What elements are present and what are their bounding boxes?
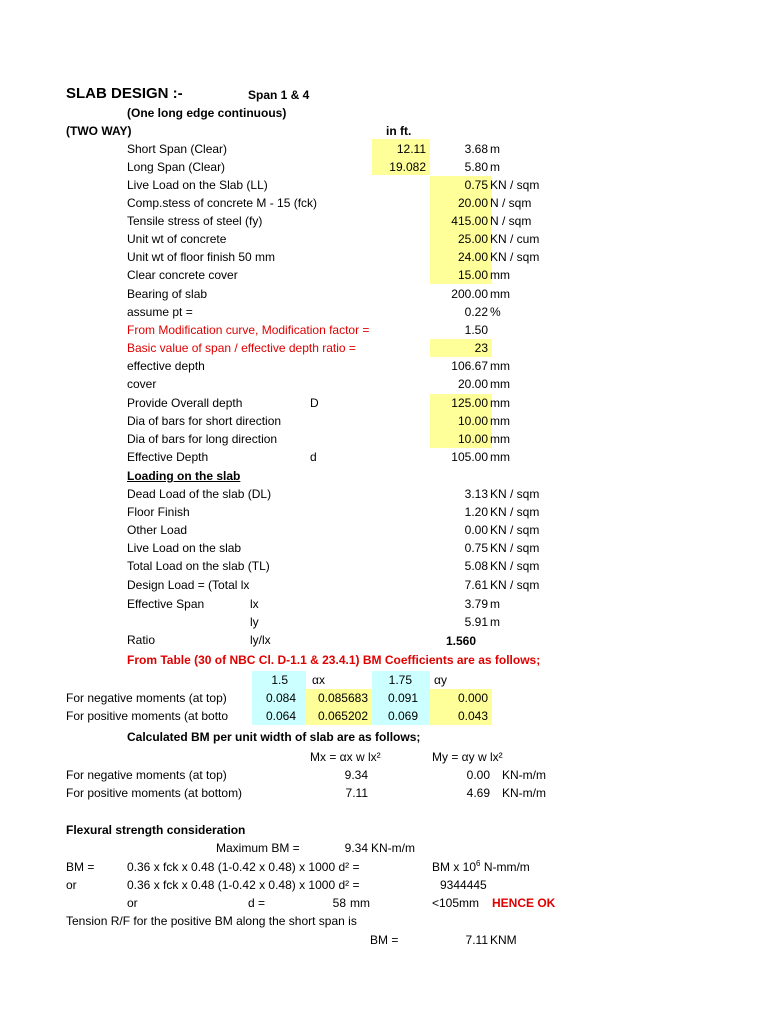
coef-cell: 0.084 [265, 691, 296, 705]
coef-h3: 1.75 [388, 673, 412, 687]
input-value: 0.75 [464, 178, 488, 192]
bm-pos-my: 4.69 [466, 786, 490, 800]
bm-neg-my: 0.00 [466, 768, 490, 782]
input-label: Effective Depth [127, 450, 209, 464]
page-title: SLAB DESIGN :- [66, 85, 183, 102]
input-label: Long Span (Clear) [127, 160, 226, 174]
ly-unit: m [490, 615, 500, 629]
input-value: 5.80 [464, 160, 488, 174]
input-label: Provide Overall depth [127, 396, 243, 410]
ratio-symbol: ly/lx [250, 633, 271, 647]
input-value: 20.00 [457, 196, 488, 210]
bm-unit-base: BM x 10 [432, 860, 477, 874]
ratio-label: Ratio [127, 633, 156, 647]
input-label: Short Span (Clear) [127, 142, 228, 156]
coef-cell: 0.000 [457, 691, 488, 705]
lx-value: 3.79 [464, 597, 488, 611]
load-unit: KN / sqm [490, 523, 540, 537]
input-label: Comp.stess of concrete M - 15 (fck) [127, 196, 318, 210]
input-value: 24.00 [457, 250, 488, 264]
load-unit: KN / sqm [490, 541, 540, 555]
or-label: or [66, 878, 77, 892]
d-value: 58 [332, 896, 346, 910]
load-label: Design Load = (Total lx [127, 578, 250, 592]
input-unit: m [490, 142, 500, 156]
ratio-value: 1.560 [445, 634, 476, 648]
in-ft-header: in ft. [386, 124, 412, 138]
input-unit: mm [490, 287, 510, 301]
coef-pos-label: For positive moments (at botto [66, 709, 229, 723]
max-bm-label: Maximum BM = [216, 841, 300, 855]
input-value: 0.22 [464, 305, 488, 319]
input-unit: mm [490, 432, 510, 446]
ly-symbol: ly [250, 615, 259, 629]
hence-ok: HENCE OK [492, 896, 556, 910]
load-value: 0.00 [464, 523, 488, 537]
load-label: Floor Finish [127, 505, 190, 519]
tension-text: Tension R/F for the positive BM along the short span is [66, 914, 357, 928]
input-unit: mm [490, 268, 510, 282]
table-reference: From Table (30 of NBC Cl. D-1.1 & 23.4.1) BM Coefficients are as follows; [127, 653, 541, 667]
ly-value: 5.91 [464, 615, 488, 629]
bm-unit-exp: 6 [476, 859, 481, 868]
input-value: 23 [474, 341, 488, 355]
bm-formula-2: 0.36 x fck x 0.48 (1-0.42 x 0.48) x 1000 d² = [127, 878, 360, 892]
input-unit: KN / sqm [490, 250, 540, 264]
max-bm-unit: KN-m/m [371, 841, 415, 855]
bm2-unit: KNM [490, 933, 517, 947]
bm-unit: KN-m/m [502, 768, 546, 782]
load-value: 3.13 [464, 487, 488, 501]
load-value: 1.20 [464, 505, 488, 519]
input-label: From Modification curve, Modification factor = [127, 323, 370, 337]
subtitle: (One long edge continuous) [127, 106, 287, 120]
max-bm-value: 9.34 [344, 841, 368, 855]
input-unit: % [490, 305, 501, 319]
input-value: 106.67 [451, 359, 488, 373]
bm-formula-label: BM = [66, 860, 95, 874]
coef-cell: 0.069 [387, 709, 418, 723]
input-label: Basic value of span / effective depth ratio = [127, 341, 356, 355]
my-formula: My = αy w lx² [432, 750, 503, 764]
coef-h1: 1.5 [271, 673, 288, 687]
bm-unit: KN-m/m [502, 786, 546, 800]
input-ft: 19.082 [389, 160, 426, 174]
input-value: 200.00 [451, 287, 488, 301]
input-unit: mm [490, 377, 510, 391]
input-value: 15.00 [457, 268, 488, 282]
input-unit: mm [490, 359, 510, 373]
input-label: Tensile stress of steel (fy) [127, 214, 263, 228]
load-label: Total Load on the slab (TL) [127, 559, 270, 573]
load-label: Dead Load of the slab (DL) [127, 487, 272, 501]
input-value: 1.50 [464, 323, 488, 337]
eff-span-label: Effective Span [127, 597, 205, 611]
two-way-label: (TWO WAY) [66, 124, 132, 138]
lx-symbol: lx [250, 597, 259, 611]
load-value: 7.61 [464, 578, 488, 592]
input-label: Dia of bars for long direction [127, 432, 278, 446]
input-unit: mm [490, 396, 510, 410]
input-unit: mm [490, 450, 510, 464]
input-label: Unit wt of floor finish 50 mm [127, 250, 276, 264]
mx-formula: Mx = αx w lx² [310, 750, 381, 764]
loading-header: Loading on the slab [127, 469, 241, 483]
bm-unit-tail: N-mm/m [483, 860, 530, 874]
load-unit: KN / sqm [490, 505, 540, 519]
input-value: 415.00 [451, 214, 488, 228]
coef-cell: 0.065202 [317, 709, 368, 723]
depth-check: <105mm [432, 896, 480, 910]
input-unit: KN / sqm [490, 178, 540, 192]
input-unit: m [490, 160, 500, 174]
bm2-value: 7.11 [465, 933, 488, 947]
flex-header: Flexural strength consideration [66, 823, 246, 837]
load-label: Live Load on the slab [127, 541, 242, 555]
input-label: effective depth [127, 359, 205, 373]
load-value: 0.75 [464, 541, 488, 555]
load-label: Other Load [127, 523, 188, 537]
load-unit: KN / sqm [490, 487, 540, 501]
input-symbol: D [310, 396, 319, 410]
lx-unit: m [490, 597, 500, 611]
coef-cell: 0.085683 [317, 691, 368, 705]
input-unit: N / sqm [490, 196, 532, 210]
coef-h2: αx [312, 673, 325, 687]
bm-value-2: 9344445 [440, 878, 487, 892]
bm-pos-label: For positive moments (at bottom) [66, 786, 243, 800]
bm-unit-expr [432, 859, 530, 875]
input-value: 10.00 [457, 414, 488, 428]
bm-neg-label: For negative moments (at top) [66, 768, 227, 782]
input-label: Unit wt of concrete [127, 232, 227, 246]
bm-formula: 0.36 x fck x 0.48 (1-0.42 x 0.48) x 1000 d² = [127, 860, 360, 874]
input-label: assume pt = [127, 305, 193, 319]
coef-h4: αy [434, 673, 447, 687]
coef-cell: 0.064 [265, 709, 296, 723]
load-value: 5.08 [464, 559, 488, 573]
input-label: Dia of bars for short direction [127, 414, 282, 428]
span-label: Span 1 & 4 [248, 88, 310, 102]
input-value: 25.00 [457, 232, 488, 246]
input-label: cover [127, 377, 157, 391]
d-unit: mm [350, 896, 370, 910]
input-label: Live Load on the Slab (LL) [127, 178, 268, 192]
input-value: 125.00 [451, 396, 488, 410]
input-unit: N / sqm [490, 214, 532, 228]
coef-cell: 0.091 [387, 691, 418, 705]
or-label-2: or [127, 896, 138, 910]
bm2-label: BM = [370, 933, 399, 947]
coef-neg-label: For negative moments (at top) [66, 691, 227, 705]
input-value: 3.68 [464, 142, 488, 156]
input-value: 105.00 [451, 450, 488, 464]
input-symbol: d [310, 450, 317, 464]
bm-neg-mx: 9.34 [344, 768, 368, 782]
load-unit: KN / sqm [490, 559, 540, 573]
input-unit: KN / cum [490, 232, 540, 246]
d-label: d = [248, 896, 266, 910]
input-label: Bearing of slab [127, 287, 208, 301]
bm-header: Calculated BM per unit width of slab are as follows; [127, 730, 421, 744]
bm-pos-mx: 7.11 [345, 786, 368, 800]
input-unit: mm [490, 414, 510, 428]
input-ft: 12.11 [396, 142, 426, 156]
input-label: Clear concrete cover [127, 268, 238, 282]
input-value: 10.00 [457, 432, 488, 446]
coef-cell: 0.043 [457, 709, 488, 723]
load-unit: KN / sqm [490, 578, 540, 592]
input-value: 20.00 [457, 377, 488, 391]
